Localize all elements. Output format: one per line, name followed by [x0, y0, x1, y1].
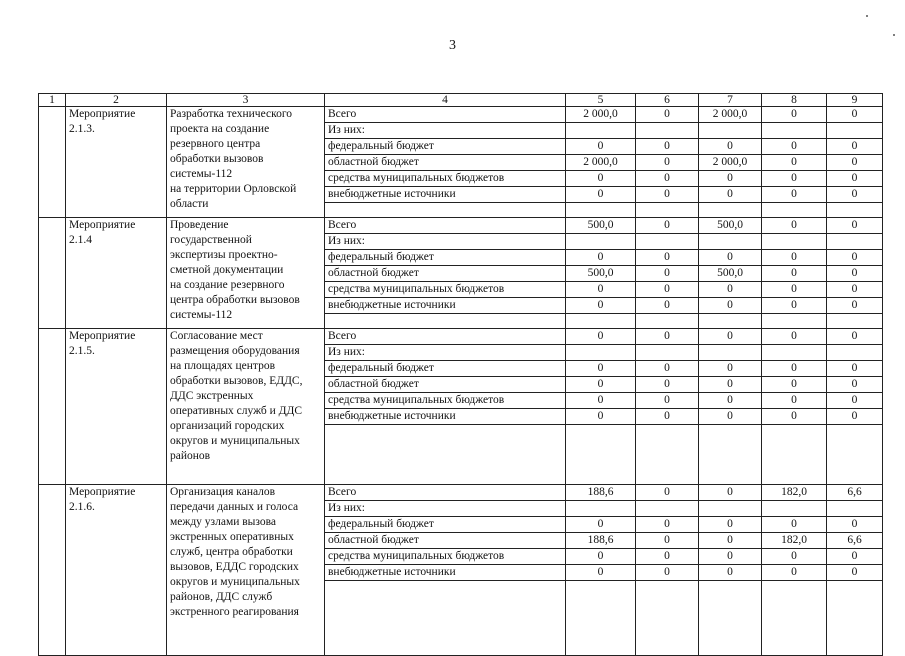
spacer-cell — [827, 203, 883, 218]
value-cell-v6: 0 — [636, 282, 699, 298]
value-cell-v6: 0 — [636, 329, 699, 345]
table-row — [39, 329, 883, 345]
row-number-cell — [39, 485, 66, 656]
value-cell-v8: 0 — [762, 107, 827, 123]
activity-name-line: 2.1.3. — [69, 123, 95, 135]
activity-name-line: Мероприятие — [69, 486, 136, 498]
value-cell-v7: 0 — [699, 409, 762, 425]
value-cell-v7: 0 — [699, 361, 762, 377]
value-cell-v5: 188,6 — [566, 533, 636, 549]
activity-name-line: 2.1.4 — [69, 234, 92, 246]
spacer-cell — [762, 581, 827, 656]
spacer-cell — [325, 203, 566, 218]
column-header-row — [39, 94, 883, 107]
funding-source-cell: Всего — [325, 218, 566, 234]
value-cell-v7: 0 — [699, 282, 762, 298]
value-cell-v6: 0 — [636, 107, 699, 123]
value-cell-v8: 0 — [762, 171, 827, 187]
value-cell-v8: 0 — [762, 155, 827, 171]
funding-source-cell: внебюджетные источники — [325, 298, 566, 314]
value-cell-v9: 0 — [827, 266, 883, 282]
value-cell-v5: 0 — [566, 361, 636, 377]
row-number-cell — [39, 218, 66, 329]
activity-name-line: Мероприятие — [69, 219, 136, 231]
budget-table — [38, 93, 883, 656]
funding-source-cell: средства муниципальных бюджетов — [325, 171, 566, 187]
funding-source-cell: Из них: — [325, 501, 566, 517]
row-number-cell — [39, 107, 66, 218]
funding-source-cell: Из них: — [325, 123, 566, 139]
value-cell-v7: 0 — [699, 187, 762, 203]
value-cell-v5: 500,0 — [566, 218, 636, 234]
scan-speck — [893, 34, 895, 36]
activity-description-line: Согласование мест — [170, 330, 263, 342]
column-header: 1 — [39, 94, 66, 107]
value-cell-v5: 0 — [566, 171, 636, 187]
value-cell-v6: 0 — [636, 266, 699, 282]
value-cell-v8: 0 — [762, 250, 827, 266]
value-cell-v9 — [827, 123, 883, 139]
activity-description-line: на территории Орловской — [170, 183, 297, 195]
value-cell-v5: 0 — [566, 517, 636, 533]
activity-description-line: на площадях центров — [170, 360, 276, 372]
spacer-cell — [699, 425, 762, 485]
funding-source-cell: областной бюджет — [325, 266, 566, 282]
value-cell-v7: 0 — [699, 171, 762, 187]
scan-speck — [866, 15, 868, 17]
value-cell-v9: 0 — [827, 218, 883, 234]
value-cell-v7: 0 — [699, 565, 762, 581]
spacer-cell — [762, 203, 827, 218]
value-cell-v6: 0 — [636, 298, 699, 314]
activity-description-line: размещения оборудования — [170, 345, 300, 357]
value-cell-v7: 0 — [699, 549, 762, 565]
value-cell-v6 — [636, 123, 699, 139]
activity-description-line: Организация каналов — [170, 486, 276, 498]
funding-source-cell: областной бюджет — [325, 155, 566, 171]
value-cell-v8: 0 — [762, 187, 827, 203]
value-cell-v7: 0 — [699, 485, 762, 501]
value-cell-v8: 0 — [762, 549, 827, 565]
value-cell-v9 — [827, 234, 883, 250]
value-cell-v8: 0 — [762, 393, 827, 409]
spacer-cell — [636, 581, 699, 656]
value-cell-v6: 0 — [636, 409, 699, 425]
activity-description-line: государственной — [170, 234, 252, 246]
activity-description-line: системы-112 — [170, 309, 233, 321]
funding-source-cell: Из них: — [325, 234, 566, 250]
spacer-cell — [827, 581, 883, 656]
funding-source-cell: средства муниципальных бюджетов — [325, 282, 566, 298]
value-cell-v8: 0 — [762, 282, 827, 298]
activity-description-line: округов и муниципальных — [170, 576, 300, 588]
value-cell-v7: 0 — [699, 533, 762, 549]
value-cell-v6: 0 — [636, 171, 699, 187]
value-cell-v7: 0 — [699, 329, 762, 345]
column-header: 2 — [66, 94, 167, 107]
value-cell-v9: 0 — [827, 549, 883, 565]
value-cell-v5: 0 — [566, 298, 636, 314]
value-cell-v5: 0 — [566, 250, 636, 266]
value-cell-v5: 0 — [566, 393, 636, 409]
activity-description-line: экстренного реагирования — [170, 606, 299, 618]
activity-description-line: обработки вызовов — [170, 153, 264, 165]
value-cell-v5: 0 — [566, 565, 636, 581]
value-cell-v6: 0 — [636, 565, 699, 581]
activity-description-line: экстренных оперативных — [170, 531, 294, 543]
activity-description-line: передачи данных и голоса — [170, 501, 299, 513]
page-number: 3 — [449, 38, 456, 53]
funding-source-cell: средства муниципальных бюджетов — [325, 393, 566, 409]
value-cell-v9: 0 — [827, 139, 883, 155]
activity-name-line: 2.1.6. — [69, 501, 95, 513]
activity-name-line: Мероприятие — [69, 108, 136, 120]
spacer-cell — [762, 425, 827, 485]
activity-description-cell — [167, 329, 325, 485]
value-cell-v6: 0 — [636, 517, 699, 533]
spacer-cell — [566, 425, 636, 485]
funding-source-cell: областной бюджет — [325, 377, 566, 393]
value-cell-v5: 0 — [566, 282, 636, 298]
activity-name-cell — [66, 218, 167, 329]
value-cell-v7: 500,0 — [699, 266, 762, 282]
activity-description-line: экспертизы проектно- — [170, 249, 278, 261]
value-cell-v9: 0 — [827, 329, 883, 345]
value-cell-v8: 0 — [762, 409, 827, 425]
value-cell-v5: 0 — [566, 139, 636, 155]
activity-description-line: на создание резервного — [170, 279, 285, 291]
activity-description-line: районов, ДДС служб — [170, 591, 273, 603]
value-cell-v6: 0 — [636, 533, 699, 549]
activity-description-line: Проведение — [170, 219, 229, 231]
value-cell-v5: 0 — [566, 187, 636, 203]
value-cell-v7: 2 000,0 — [699, 107, 762, 123]
spacer-cell — [325, 581, 566, 656]
value-cell-v9: 0 — [827, 298, 883, 314]
value-cell-v8: 0 — [762, 266, 827, 282]
table-row — [39, 485, 883, 501]
value-cell-v7: 0 — [699, 517, 762, 533]
spacer-cell — [827, 314, 883, 329]
activity-description-line: между узлами вызова — [170, 516, 277, 528]
value-cell-v9: 0 — [827, 282, 883, 298]
value-cell-v7: 0 — [699, 139, 762, 155]
funding-source-cell: внебюджетные источники — [325, 409, 566, 425]
activity-description-cell — [167, 485, 325, 656]
activity-name-cell — [66, 107, 167, 218]
value-cell-v8: 0 — [762, 329, 827, 345]
value-cell-v6 — [636, 501, 699, 517]
spacer-cell — [566, 314, 636, 329]
activity-description-line: организаций городских — [170, 420, 285, 432]
spacer-cell — [699, 314, 762, 329]
funding-source-cell: внебюджетные источники — [325, 187, 566, 203]
value-cell-v9: 0 — [827, 517, 883, 533]
value-cell-v6: 0 — [636, 393, 699, 409]
column-header: 5 — [566, 94, 636, 107]
value-cell-v6: 0 — [636, 155, 699, 171]
table-row — [39, 218, 883, 234]
funding-source-cell: областной бюджет — [325, 533, 566, 549]
value-cell-v8 — [762, 234, 827, 250]
spacer-cell — [566, 203, 636, 218]
spacer-cell — [699, 203, 762, 218]
activity-description-line: проекта на создание — [170, 123, 270, 135]
column-header: 6 — [636, 94, 699, 107]
activity-description-line: обработки вызовов, ЕДДС, — [170, 375, 303, 387]
spacer-cell — [636, 314, 699, 329]
funding-source-cell: федеральный бюджет — [325, 361, 566, 377]
value-cell-v5: 0 — [566, 329, 636, 345]
value-cell-v9: 0 — [827, 155, 883, 171]
value-cell-v8: 0 — [762, 361, 827, 377]
spacer-cell — [762, 314, 827, 329]
value-cell-v7: 0 — [699, 298, 762, 314]
value-cell-v5 — [566, 501, 636, 517]
activity-description-line: сметной документации — [170, 264, 284, 276]
value-cell-v8 — [762, 345, 827, 361]
value-cell-v9: 0 — [827, 361, 883, 377]
activity-description-line: служб, центра обработки — [170, 546, 293, 558]
value-cell-v7 — [699, 123, 762, 139]
value-cell-v6 — [636, 234, 699, 250]
value-cell-v5: 188,6 — [566, 485, 636, 501]
value-cell-v8: 0 — [762, 139, 827, 155]
funding-source-cell: федеральный бюджет — [325, 517, 566, 533]
value-cell-v5: 0 — [566, 549, 636, 565]
value-cell-v7 — [699, 501, 762, 517]
value-cell-v6: 0 — [636, 377, 699, 393]
value-cell-v6: 0 — [636, 250, 699, 266]
column-header: 4 — [325, 94, 566, 107]
spacer-cell — [325, 425, 566, 485]
funding-source-cell: средства муниципальных бюджетов — [325, 549, 566, 565]
value-cell-v9: 6,6 — [827, 485, 883, 501]
value-cell-v6: 0 — [636, 549, 699, 565]
value-cell-v8: 0 — [762, 218, 827, 234]
spacer-cell — [699, 581, 762, 656]
activity-name-cell — [66, 485, 167, 656]
value-cell-v9: 0 — [827, 565, 883, 581]
column-header: 3 — [167, 94, 325, 107]
table-row — [39, 107, 883, 123]
value-cell-v9: 0 — [827, 393, 883, 409]
value-cell-v6: 0 — [636, 139, 699, 155]
value-cell-v5 — [566, 123, 636, 139]
value-cell-v8: 182,0 — [762, 485, 827, 501]
value-cell-v9: 0 — [827, 250, 883, 266]
value-cell-v5 — [566, 345, 636, 361]
value-cell-v9: 6,6 — [827, 533, 883, 549]
funding-source-cell: Всего — [325, 107, 566, 123]
value-cell-v7: 2 000,0 — [699, 155, 762, 171]
value-cell-v6: 0 — [636, 361, 699, 377]
column-header: 9 — [827, 94, 883, 107]
spacer-cell — [566, 581, 636, 656]
table-body — [39, 94, 883, 656]
activity-description-line: системы-112 — [170, 168, 233, 180]
value-cell-v8: 0 — [762, 565, 827, 581]
value-cell-v5: 2 000,0 — [566, 155, 636, 171]
funding-source-cell: федеральный бюджет — [325, 139, 566, 155]
value-cell-v6: 0 — [636, 187, 699, 203]
activity-name-line: 2.1.5. — [69, 345, 95, 357]
funding-source-cell: Из них: — [325, 345, 566, 361]
spacer-cell — [827, 425, 883, 485]
value-cell-v7: 0 — [699, 393, 762, 409]
value-cell-v6 — [636, 345, 699, 361]
activity-description-cell — [167, 107, 325, 218]
activity-description-cell — [167, 218, 325, 329]
value-cell-v9: 0 — [827, 107, 883, 123]
value-cell-v5: 2 000,0 — [566, 107, 636, 123]
column-header: 8 — [762, 94, 827, 107]
value-cell-v7: 500,0 — [699, 218, 762, 234]
value-cell-v9 — [827, 345, 883, 361]
funding-source-cell: Всего — [325, 485, 566, 501]
value-cell-v5 — [566, 234, 636, 250]
spacer-cell — [636, 425, 699, 485]
value-cell-v9 — [827, 501, 883, 517]
spacer-cell — [325, 314, 566, 329]
value-cell-v8: 182,0 — [762, 533, 827, 549]
value-cell-v6: 0 — [636, 218, 699, 234]
activity-description-line: округов и муниципальных — [170, 435, 300, 447]
value-cell-v5: 0 — [566, 377, 636, 393]
spacer-cell — [636, 203, 699, 218]
value-cell-v5: 0 — [566, 409, 636, 425]
activity-description-line: вызовов, ЕДДС городских — [170, 561, 299, 573]
activity-description-line: районов — [170, 450, 211, 462]
activity-description-line: ДДС экстренных — [170, 390, 254, 402]
value-cell-v7: 0 — [699, 250, 762, 266]
row-number-cell — [39, 329, 66, 485]
activity-description-line: резервного центра — [170, 138, 261, 150]
value-cell-v5: 500,0 — [566, 266, 636, 282]
value-cell-v9: 0 — [827, 171, 883, 187]
value-cell-v7 — [699, 234, 762, 250]
activity-description-line: области — [170, 198, 209, 210]
value-cell-v6: 0 — [636, 485, 699, 501]
value-cell-v9: 0 — [827, 409, 883, 425]
value-cell-v9: 0 — [827, 377, 883, 393]
funding-source-cell: федеральный бюджет — [325, 250, 566, 266]
activity-name-line: Мероприятие — [69, 330, 136, 342]
column-header: 7 — [699, 94, 762, 107]
activity-description-line: Разработка технического — [170, 108, 293, 120]
funding-source-cell: Всего — [325, 329, 566, 345]
value-cell-v8: 0 — [762, 517, 827, 533]
value-cell-v8: 0 — [762, 377, 827, 393]
activity-name-cell — [66, 329, 167, 485]
value-cell-v9: 0 — [827, 187, 883, 203]
funding-source-cell: внебюджетные источники — [325, 565, 566, 581]
value-cell-v8: 0 — [762, 298, 827, 314]
value-cell-v7: 0 — [699, 377, 762, 393]
value-cell-v8 — [762, 501, 827, 517]
value-cell-v8 — [762, 123, 827, 139]
value-cell-v7 — [699, 345, 762, 361]
activity-description-line: центра обработки вызовов — [170, 294, 300, 306]
activity-description-line: оперативных служб и ДДС — [170, 405, 303, 417]
